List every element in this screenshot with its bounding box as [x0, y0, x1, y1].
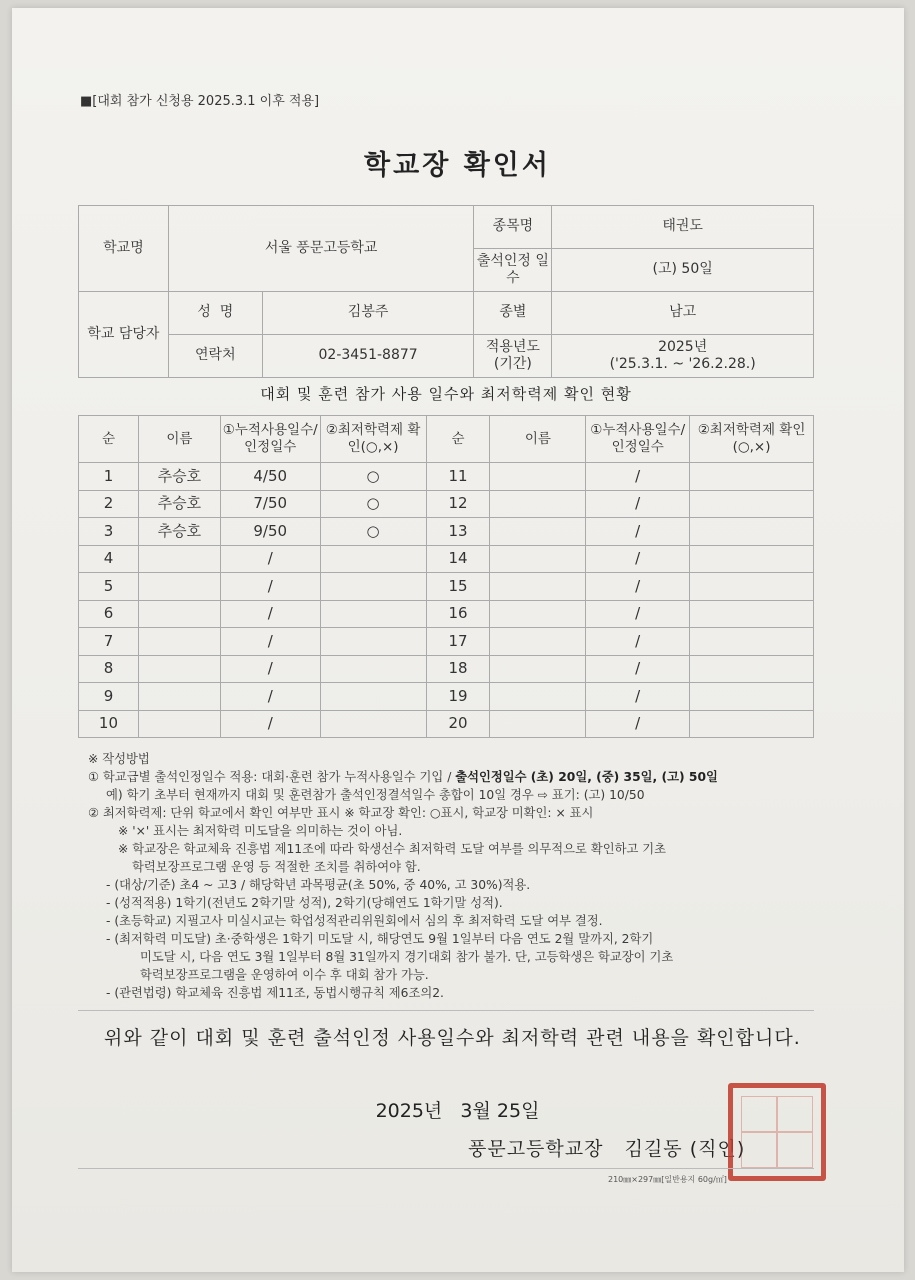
row-days-2: /	[586, 710, 690, 738]
notes-heading: ※ 작성방법	[88, 752, 150, 766]
row-no: 8	[79, 655, 139, 683]
row-name: 추승호	[138, 490, 220, 518]
row-check-2	[690, 600, 814, 628]
row-name: 추승호	[138, 518, 220, 546]
table-row	[79, 518, 814, 546]
usage-section-title: 대회 및 훈련 참가 사용 일수와 최저학력제 확인 현황	[260, 385, 632, 403]
header-no-2: 순	[426, 416, 490, 463]
manager-name-label: 성 명	[168, 292, 262, 335]
row-name-2	[490, 600, 586, 628]
note-1-example: 예) 학기 초부터 현재까지 대회 및 훈련참가 출석인정결석일수 총합이 10일 경우 ⇨ 표기: (고) 10/50	[106, 788, 645, 802]
row-name: 추승호	[138, 463, 220, 491]
row-check-2	[690, 628, 814, 656]
row-no: 10	[79, 710, 139, 738]
row-name-2	[490, 683, 586, 711]
row-days: /	[220, 710, 320, 738]
row-no: 3	[79, 518, 139, 546]
row-no: 6	[79, 600, 139, 628]
note-below-min-2: 미도달 시, 다음 연도 3월 1일부터 8월 31일까지 경기대회 참가 불가. 단, 고등학생은 학교장이 기초	[140, 950, 674, 964]
row-days: /	[220, 573, 320, 601]
row-name	[138, 600, 220, 628]
row-no-2: 16	[426, 600, 490, 628]
row-no-2: 19	[426, 683, 490, 711]
row-no-2: 12	[426, 490, 490, 518]
table-row	[79, 545, 814, 573]
row-no: 7	[79, 628, 139, 656]
note-1-text: ① 학교급별 출석인정일수 적용: 대회·훈련 참가 누적사용일수 기입 /	[88, 770, 456, 784]
row-name-2	[490, 545, 586, 573]
row-days: /	[220, 600, 320, 628]
year-label: 적용년도 (기간)	[474, 335, 552, 378]
row-days-2: /	[586, 628, 690, 656]
table-row	[79, 683, 814, 711]
row-check-2	[690, 463, 814, 491]
row-check-2	[690, 573, 814, 601]
row-no-2: 18	[426, 655, 490, 683]
row-check: ○	[320, 463, 426, 491]
row-no: 5	[79, 573, 139, 601]
row-no-2: 11	[426, 463, 490, 491]
row-check-2	[690, 545, 814, 573]
note-target: - (대상/기준) 초4 ~ 고3 / 해당학년 과목평균(초 50%, 중 40%, 고 30%)적용.	[106, 878, 531, 892]
row-days-2: /	[586, 600, 690, 628]
contact-value: 02-3451-8877	[262, 335, 474, 378]
footer-divider	[78, 1168, 814, 1169]
header-days-2: ①누적사용일수/인정일수	[586, 416, 690, 463]
row-name-2	[490, 518, 586, 546]
row-no-2: 17	[426, 628, 490, 656]
row-name	[138, 628, 220, 656]
divider	[78, 1010, 814, 1011]
year-value	[552, 335, 814, 378]
table-row	[79, 490, 814, 518]
table-row	[79, 600, 814, 628]
row-name-2	[490, 710, 586, 738]
instructions	[88, 750, 823, 1002]
row-no: 4	[79, 545, 139, 573]
row-no-2: 20	[426, 710, 490, 738]
note-below-min-1: - (최저학력 미도달) 초·중학생은 1학기 미도달 시, 해당연도 9월 1일부터 다음 연도 2월 말까지, 2학기	[106, 932, 654, 946]
usage-table	[78, 415, 814, 738]
row-days-2: /	[586, 518, 690, 546]
note-2-sub-2: ※ 학교장은 학교체육 진흥법 제11조에 따라 학생선수 최저학력 도달 여부를 의무적으로 확인하고 기초	[118, 842, 667, 856]
school-name-value: 서울 풍문고등학교	[168, 206, 474, 292]
row-check	[320, 600, 426, 628]
header-name: 이름	[138, 416, 220, 463]
row-name	[138, 683, 220, 711]
note-elementary: - (초등학교) 지필고사 미실시교는 학업성적관리위원회에서 심의 후 최저학력 도달 여부 결정.	[106, 914, 603, 928]
row-days: /	[220, 545, 320, 573]
row-days: /	[220, 655, 320, 683]
header-check-2: ②최저학력제 확인(○,×)	[690, 416, 814, 463]
table-row	[79, 710, 814, 738]
row-check	[320, 710, 426, 738]
row-name	[138, 573, 220, 601]
issue-date: 2025년 3월 25일	[375, 1100, 540, 1122]
row-name-2	[490, 573, 586, 601]
category-label: 종별	[474, 292, 552, 335]
note-1-bold: 출석인정일수 (초) 20일, (중) 35일, (고) 50일	[455, 770, 718, 784]
note-law: - (관련법령) 학교체육 진흥법 제11조, 동법시행규칙 제6조의2.	[106, 986, 444, 1000]
sport-value: 태권도	[552, 206, 814, 249]
header-days: ①누적사용일수/인정일수	[220, 416, 320, 463]
principal-signature: 풍문고등학교장 김길동 (직인)	[468, 1138, 746, 1160]
school-info-table	[78, 205, 814, 378]
usage-table-body	[79, 463, 814, 738]
year-text: 2025년	[658, 338, 708, 355]
row-check	[320, 573, 426, 601]
row-no: 9	[79, 683, 139, 711]
row-check: ○	[320, 490, 426, 518]
header-check: ②최저학력제 확인(○,×)	[320, 416, 426, 463]
header-name-2: 이름	[490, 416, 586, 463]
note-2-sub-1: ※ '×' 표시는 최저학력 미도달을 의미하는 것이 아님.	[118, 824, 403, 838]
sport-label: 종목명	[474, 206, 552, 249]
row-check	[320, 545, 426, 573]
contact-label: 연락처	[168, 335, 262, 378]
row-days: 4/50	[220, 463, 320, 491]
row-days: /	[220, 628, 320, 656]
row-days-2: /	[586, 655, 690, 683]
note-2-sub-3: 학력보장프로그램 운영 등 적절한 조치를 취하여야 함.	[132, 860, 421, 874]
manager-label: 학교 담당자	[79, 292, 169, 378]
confirmation-text: 위와 같이 대회 및 훈련 출석인정 사용일수와 최저학력 관련 내용을 확인합니다.	[104, 1027, 801, 1049]
note-below-min-3: 학력보장프로그램을 운영하여 이수 후 대회 참가 가능.	[140, 968, 429, 982]
row-name-2	[490, 463, 586, 491]
row-days: 7/50	[220, 490, 320, 518]
table-row	[79, 655, 814, 683]
table-row	[79, 628, 814, 656]
row-check	[320, 655, 426, 683]
row-check: ○	[320, 518, 426, 546]
row-no: 2	[79, 490, 139, 518]
row-check-2	[690, 655, 814, 683]
row-days: /	[220, 683, 320, 711]
note-1	[88, 768, 823, 786]
note-2: ② 최저학력제: 단위 학교에서 확인 여부만 표시 ※ 학교장 확인: ○표시, 학교장 미확인: × 표시	[88, 806, 594, 820]
row-no-2: 13	[426, 518, 490, 546]
paper-spec-note: 210㎜×297㎜[일반용지 60g/㎡]	[608, 1175, 727, 1184]
row-name	[138, 545, 220, 573]
row-days-2: /	[586, 463, 690, 491]
row-no-2: 14	[426, 545, 490, 573]
row-days-2: /	[586, 490, 690, 518]
attendance-label: 출석인정 일수	[474, 249, 552, 292]
table-row	[79, 463, 814, 491]
period-text: ('25.3.1. ~ '26.2.28.)	[609, 356, 756, 372]
row-check	[320, 628, 426, 656]
row-check-2	[690, 710, 814, 738]
row-check	[320, 683, 426, 711]
row-check-2	[690, 518, 814, 546]
row-days-2: /	[586, 683, 690, 711]
row-no: 1	[79, 463, 139, 491]
row-check-2	[690, 683, 814, 711]
category-value: 남고	[552, 292, 814, 335]
table-row	[79, 573, 814, 601]
row-name	[138, 655, 220, 683]
row-days-2: /	[586, 545, 690, 573]
page-title: 학교장 확인서	[364, 150, 551, 181]
row-days: 9/50	[220, 518, 320, 546]
application-note: ■[대회 참가 신청용 2025.3.1 이후 적용]	[80, 94, 320, 109]
row-name-2	[490, 628, 586, 656]
manager-name-value: 김봉주	[262, 292, 474, 335]
header-no: 순	[79, 416, 139, 463]
attendance-value: (고) 50일	[552, 249, 814, 292]
row-no-2: 15	[426, 573, 490, 601]
school-name-label: 학교명	[79, 206, 169, 292]
row-days-2: /	[586, 573, 690, 601]
note-grades: - (성적적용) 1학기(전년도 2학기말 성적), 2학기(당해연도 1학기말 성적).	[106, 896, 503, 910]
row-name-2	[490, 655, 586, 683]
row-check-2	[690, 490, 814, 518]
row-name	[138, 710, 220, 738]
row-name-2	[490, 490, 586, 518]
official-seal-icon	[728, 1083, 826, 1181]
